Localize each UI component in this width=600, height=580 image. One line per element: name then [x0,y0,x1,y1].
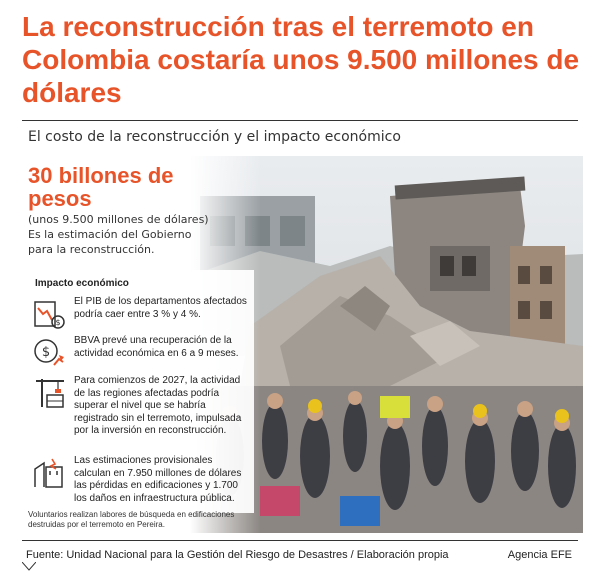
key-figure-amount [28,164,178,210]
key-figure-details [28,212,209,257]
impact-item-text: BBVA prevé una recuperación de la actividad económica en 6 a 9 meses. [74,335,239,359]
subtitle: El costo de la reconstrucción y el impacto económico [28,129,401,145]
construction-crane-icon [32,375,66,409]
corner-marker-icon [22,562,36,576]
key-figure-description: Es la estimación del Gobierno para la reconstrucción. [28,228,192,256]
impact-item-text: Para comienzos de 2027, la actividad de las regiones afectadas podría superar el nivel que se habría registrado sin el terremoto, impulsada por la inversión en reconstrucción. [74,375,242,436]
source-credit: Fuente: Unidad Nacional para la Gestión del Riesgo de Desastres / Elaboración propia [26,549,449,561]
headline: La reconstrucción tras el terremoto en Colombia costaría unos 9.500 millones de dólares [22,11,580,108]
bottom-divider [22,540,578,541]
economic-impact-panel [28,270,254,513]
key-figure-amount-text: 30 billones de pesos [28,163,174,211]
key-figure-equivalent: (unos 9.500 millones de dólares) [28,213,209,226]
impact-heading: Impacto económico [35,278,129,289]
chart-decline-icon [32,296,66,330]
impact-item-text: Las estimaciones provisionales calculan en 7.950 millones de dólares las pérdidas en edificaciones y 1.700 los daños en infraestructura pública. [74,455,242,504]
agency-credit: Agencia EFE [507,549,572,561]
svg-text:$: $ [41,345,51,360]
top-divider [22,120,578,121]
photo-caption: Voluntarios realizan labores de búsqueda en edificaciones destruidas por el terremoto en Pereira. [28,510,235,529]
money-recovery-icon [32,335,66,369]
impact-item-text: El PIB de los departamentos afectados podría caer entre 3 % y 4 %. [74,296,247,320]
svg-text:$: $ [55,318,61,327]
damaged-buildings-icon [32,455,66,489]
